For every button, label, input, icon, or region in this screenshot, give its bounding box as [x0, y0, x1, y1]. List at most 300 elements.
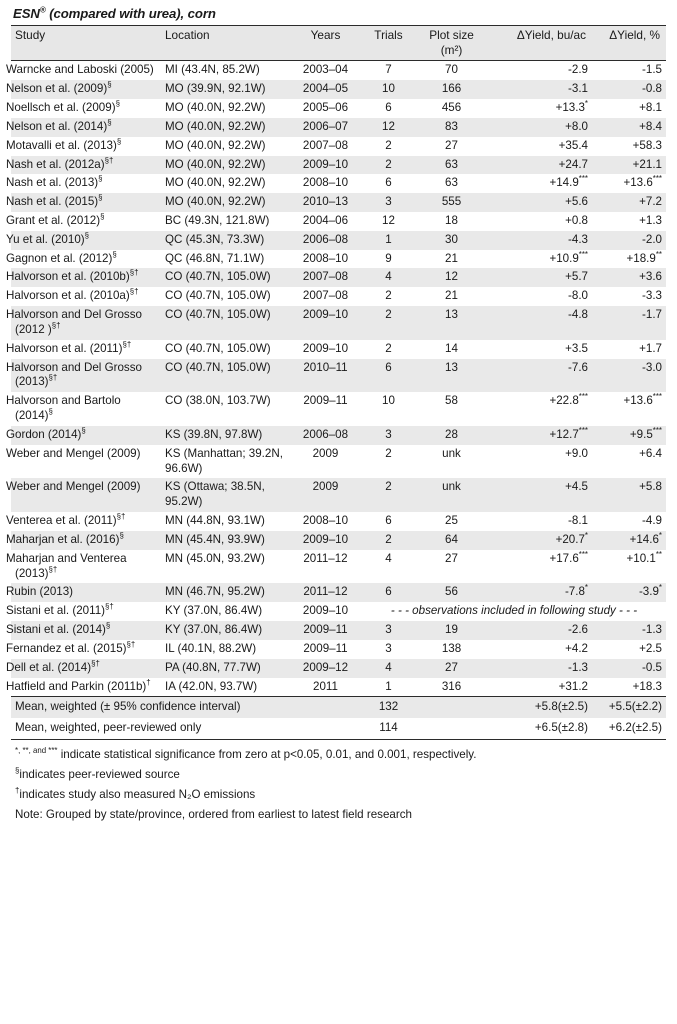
cell-dyield-pct	[592, 531, 666, 550]
cell-trials: 3	[362, 426, 415, 445]
cell-location: IA (42.0N, 93.7W)	[161, 678, 289, 697]
cell-years: 2004–06	[289, 212, 362, 231]
col-header-dyield-pct: ΔYield, %	[592, 26, 666, 61]
table-row	[11, 550, 666, 584]
dyield-pct-value: +21.1	[632, 157, 662, 171]
cell-location: CO (40.7N, 105.0W)	[161, 359, 289, 393]
cell-years: 2009	[289, 478, 362, 512]
table-row	[11, 678, 666, 697]
cell-dyield-bu	[488, 659, 592, 678]
table-title	[11, 4, 666, 25]
study-footnote-mark: §	[107, 80, 112, 90]
table-row	[11, 174, 666, 193]
cell-trials: 1	[362, 678, 415, 697]
cell-location: CO (40.7N, 105.0W)	[161, 287, 289, 306]
cell-dyield-bu	[488, 445, 592, 479]
cell-plot-size: 27	[415, 550, 488, 584]
cell-years: 2004–05	[289, 80, 362, 99]
dyield-bu-value: +4.5	[565, 480, 588, 494]
dyield-bu-value: -7.6	[568, 360, 588, 374]
cell-dyield-bu	[488, 392, 592, 426]
cell-location: CO (40.7N, 105.0W)	[161, 306, 289, 340]
study-footnote-mark: §†	[48, 373, 58, 383]
cell-trials: 1	[362, 231, 415, 250]
cell-trials: 4	[362, 659, 415, 678]
cell-years: 2009	[289, 445, 362, 479]
cell-dyield-bu	[488, 359, 592, 393]
study-name: Yu et al. (2010)	[6, 232, 85, 246]
study-footnote-mark: §	[112, 249, 117, 259]
dyield-pct-value: +18.3	[632, 679, 662, 693]
study-footnote-mark: §†	[116, 512, 126, 522]
col-header-location: Location	[161, 26, 289, 61]
dyield-pct-value: +6.4	[639, 446, 662, 460]
cell-years: 2007–08	[289, 287, 362, 306]
summary-row	[11, 697, 666, 718]
dyield-bu-value: +13.3	[555, 101, 585, 115]
study-name: Nash et al. (2013)	[6, 176, 99, 190]
table-row	[11, 531, 666, 550]
dyield-bu-significance: *	[584, 99, 588, 109]
cell-plot-size: 27	[415, 659, 488, 678]
study-footnote-mark: §	[48, 407, 53, 417]
cell-trials: 2	[362, 137, 415, 156]
cell-location: CO (40.7N, 105.0W)	[161, 340, 289, 359]
cell-years: 2009–10	[289, 156, 362, 175]
cell-span-note: - - - observations included in following study - - -	[362, 602, 666, 621]
footnote-star-text: indicate statistical significance from zero at p<0.05, 0.01, and 0.001, respectively.	[57, 747, 477, 761]
cell-plot-size: 18	[415, 212, 488, 231]
cell-years: 2005–06	[289, 99, 362, 118]
cell-dyield-bu	[488, 212, 592, 231]
cell-location: KY (37.0N, 86.4W)	[161, 602, 289, 621]
dyield-pct-value: -3.9	[638, 585, 659, 599]
cell-location: QC (46.8N, 71.1W)	[161, 250, 289, 269]
cell-years: 2008–10	[289, 174, 362, 193]
study-name: Dell et al. (2014)	[6, 660, 92, 674]
cell-trials: 6	[362, 512, 415, 531]
cell-study	[6, 359, 161, 393]
table-title-main: ESN	[13, 6, 40, 21]
cell-study	[6, 445, 161, 479]
summary-row	[11, 718, 666, 739]
study-footnote-mark: §	[100, 212, 105, 222]
study-footnote-mark: §	[81, 426, 86, 436]
study-name: Maharjan et al. (2016)	[6, 532, 120, 546]
cell-location: MN (46.7N, 95.2W)	[161, 583, 289, 602]
cell-dyield-pct	[592, 193, 666, 212]
dyield-bu-value: +5.6	[565, 195, 588, 209]
cell-plot-size: 456	[415, 99, 488, 118]
cell-years: 2009–11	[289, 621, 362, 640]
dyield-bu-value: +3.5	[565, 341, 588, 355]
cell-location: CO (40.7N, 105.0W)	[161, 268, 289, 287]
cell-dyield-pct	[592, 287, 666, 306]
cell-plot-size: 166	[415, 80, 488, 99]
footnote-dagger-mark: †	[15, 785, 20, 795]
cell-location: MO (40.0N, 92.2W)	[161, 118, 289, 137]
cell-plot-size: 64	[415, 531, 488, 550]
study-name: Halvorson et al. (2010b)	[6, 270, 130, 284]
dyield-pct-value: +3.6	[639, 270, 662, 284]
cell-plot-size: 83	[415, 118, 488, 137]
study-name: Maharjan and Venterea (2013)	[6, 551, 127, 580]
cell-dyield-bu	[488, 174, 592, 193]
study-name: Motavalli et al. (2013)	[6, 138, 117, 152]
cell-location: MO (39.9N, 92.1W)	[161, 80, 289, 99]
study-footnote-mark: §	[107, 117, 112, 127]
registered-mark: ®	[39, 5, 46, 15]
dyield-bu-significance: ***	[578, 549, 588, 559]
cell-dyield-bu	[488, 340, 592, 359]
study-name: Halvorson et al. (2010a)	[6, 289, 130, 303]
cell-dyield-bu	[488, 61, 592, 80]
footnote-section-text: indicates peer-reviewed source	[19, 767, 180, 781]
dyield-bu-value: +9.0	[565, 446, 588, 460]
cell-dyield-pct	[592, 340, 666, 359]
cell-dyield-pct	[592, 99, 666, 118]
cell-dyield-bu	[488, 137, 592, 156]
study-name: Noellsch et al. (2009)	[6, 101, 116, 115]
study-name: Nelson et al. (2009)	[6, 82, 108, 96]
cell-dyield-pct	[592, 61, 666, 80]
cell-plot-size: 555	[415, 193, 488, 212]
study-name: Halvorson and Del Grosso (2012 )	[6, 308, 142, 336]
study-footnote-mark: §†	[129, 287, 139, 297]
cell-study	[6, 174, 161, 193]
cell-dyield-pct	[592, 268, 666, 287]
cell-years: 2011–12	[289, 583, 362, 602]
header-row	[11, 26, 666, 61]
cell-dyield-bu	[488, 287, 592, 306]
dyield-pct-value: +14.6	[629, 532, 659, 546]
cell-trials: 3	[362, 640, 415, 659]
cell-study	[6, 640, 161, 659]
study-name: Venterea et al. (2011)	[6, 514, 117, 528]
cell-plot-size: 13	[415, 306, 488, 340]
cell-years: 2011–12	[289, 550, 362, 584]
cell-trials: 2	[362, 340, 415, 359]
table-row	[11, 156, 666, 175]
study-footnote-mark: §†	[129, 268, 139, 278]
cell-dyield-pct	[592, 621, 666, 640]
study-name: Weber and Mengel (2009)	[6, 446, 141, 460]
study-name: Hatfield and Parkin (2011b)	[6, 679, 147, 693]
table-row	[11, 426, 666, 445]
dyield-bu-significance: *	[584, 583, 588, 593]
cell-plot-size: 28	[415, 426, 488, 445]
col-header-years: Years	[289, 26, 362, 61]
cell-trials: 10	[362, 80, 415, 99]
cell-study	[6, 531, 161, 550]
cell-years: 2008–10	[289, 512, 362, 531]
study-footnote-mark: §	[105, 621, 111, 631]
study-footnote-mark: §†	[91, 658, 100, 668]
table-row	[11, 602, 666, 621]
study-name: Grant et al. (2012)	[6, 213, 101, 227]
dyield-bu-value: -7.8	[564, 585, 585, 599]
cell-plot-size: 30	[415, 231, 488, 250]
cell-dyield-pct	[592, 426, 666, 445]
study-footnote-mark: §	[115, 99, 120, 109]
table-row	[11, 287, 666, 306]
cell-years: 2009–11	[289, 392, 362, 426]
dyield-bu-value: +12.7	[549, 427, 579, 441]
col-header-plot-size	[415, 26, 488, 61]
cell-dyield-bu	[488, 231, 592, 250]
cell-plot-size: 63	[415, 156, 488, 175]
cell-trials: 4	[362, 268, 415, 287]
cell-study	[6, 155, 161, 175]
study-name: Gagnon et al. (2012)	[6, 251, 113, 265]
table-row	[11, 306, 666, 340]
cell-dyield-pct	[592, 659, 666, 678]
cell-dyield-pct	[592, 512, 666, 531]
cell-dyield-pct	[592, 250, 666, 269]
cell-trials: 4	[362, 550, 415, 584]
dyield-pct-value: -2.0	[642, 232, 662, 246]
cell-years: 2008–10	[289, 250, 362, 269]
cell-location: KY (37.0N, 86.4W)	[161, 621, 289, 640]
dyield-bu-value: -1.3	[568, 660, 588, 674]
study-footnote-mark: §	[98, 193, 103, 203]
cell-dyield-bu	[488, 531, 592, 550]
study-name: Sistani et al. (2011)	[6, 604, 106, 618]
cell-location: KS (Manhattan; 39.2N, 96.6W)	[161, 445, 289, 479]
study-name: Warncke and Laboski (2005)	[6, 63, 154, 77]
cell-dyield-bu	[488, 268, 592, 287]
cell-location: KS (39.8N, 97.8W)	[161, 426, 289, 445]
cell-trials: 2	[362, 445, 415, 479]
table-row	[11, 478, 666, 512]
dyield-bu-value: -2.6	[568, 623, 588, 637]
cell-trials: 10	[362, 392, 415, 426]
study-name: Nelson et al. (2014)	[6, 119, 108, 133]
cell-study	[6, 658, 161, 678]
dyield-bu-significance: ***	[578, 174, 588, 184]
cell-dyield-pct	[592, 678, 666, 697]
dyield-bu-value: +10.9	[549, 251, 579, 265]
cell-dyield-pct	[592, 231, 666, 250]
cell-dyield-pct	[592, 359, 666, 393]
cell-years: 2009–10	[289, 306, 362, 340]
cell-location: MO (40.0N, 92.2W)	[161, 174, 289, 193]
cell-study	[6, 512, 161, 531]
cell-trials: 6	[362, 359, 415, 393]
cell-dyield-pct	[592, 445, 666, 479]
cell-study	[6, 583, 161, 602]
cell-location: KS (Ottawa; 38.5N, 95.2W)	[161, 478, 289, 512]
dyield-pct-significance: **	[655, 549, 662, 559]
cell-dyield-bu	[488, 512, 592, 531]
table-row	[11, 512, 666, 531]
cell-study	[6, 677, 161, 697]
study-name: Weber and Mengel (2009)	[6, 480, 141, 494]
cell-dyield-pct	[592, 478, 666, 512]
cell-study	[6, 117, 161, 137]
cell-plot-size: 14	[415, 340, 488, 359]
study-name: Nash et al. (2015)	[6, 195, 99, 209]
study-name: Halvorson et al. (2011)	[6, 341, 123, 355]
col-header-dyield-bu: ΔYield, bu/ac	[488, 26, 592, 61]
cell-dyield-pct	[592, 118, 666, 137]
cell-trials: 3	[362, 193, 415, 212]
footnote-significance	[15, 744, 664, 764]
study-footnote-mark: §	[119, 531, 124, 541]
table-header	[11, 26, 666, 61]
cell-years: 2007–08	[289, 268, 362, 287]
dyield-pct-significance: *	[658, 531, 662, 541]
cell-study	[6, 80, 161, 99]
table-row	[11, 340, 666, 359]
study-footnote-mark: §†	[51, 321, 61, 331]
study-name: Rubin (2013)	[6, 585, 74, 599]
table-row	[11, 640, 666, 659]
dyield-pct-value: +1.7	[639, 341, 662, 355]
summary-dyield-pct: +5.5(±2.2)	[592, 697, 666, 718]
cell-dyield-bu	[488, 583, 592, 602]
cell-study	[6, 306, 161, 340]
study-footnote-mark: §†	[122, 339, 132, 349]
cell-trials: 7	[362, 61, 415, 80]
cell-study	[6, 268, 161, 287]
dyield-bu-value: +8.0	[565, 119, 588, 133]
cell-dyield-bu	[488, 80, 592, 99]
dyield-bu-value: -8.0	[568, 289, 588, 303]
footnote-n2o	[15, 784, 664, 804]
dyield-pct-significance: ***	[652, 426, 662, 436]
dyield-pct-value: +8.1	[639, 101, 662, 115]
table-title-rest: (compared with urea), corn	[45, 6, 216, 21]
cell-location: MO (40.0N, 92.2W)	[161, 193, 289, 212]
dyield-bu-value: -3.1	[568, 82, 588, 96]
cell-study	[6, 193, 161, 212]
cell-trials: 6	[362, 174, 415, 193]
cell-plot-size: 316	[415, 678, 488, 697]
cell-trials: 2	[362, 306, 415, 340]
cell-years: 2010–13	[289, 193, 362, 212]
study-footnote-mark: §†	[126, 640, 136, 649]
cell-location: MN (45.0N, 93.2W)	[161, 550, 289, 584]
cell-trials: 6	[362, 99, 415, 118]
dyield-bu-value: +20.7	[555, 532, 585, 546]
table-row	[11, 392, 666, 426]
dyield-pct-value: -1.7	[642, 308, 662, 322]
summary-plot-size	[415, 697, 488, 718]
dyield-pct-value: +18.9	[626, 251, 656, 265]
cell-study	[6, 550, 161, 584]
dyield-pct-value: +5.8	[639, 480, 662, 494]
study-name: Halvorson and Del Grosso (2013)	[6, 360, 142, 389]
cell-dyield-bu	[488, 678, 592, 697]
cell-dyield-pct	[592, 212, 666, 231]
cell-trials: 12	[362, 212, 415, 231]
dyield-pct-value: +13.6	[623, 394, 653, 408]
footnote-dagger-text: indicates study also measured N₂O emissions	[19, 787, 256, 801]
dyield-pct-significance: ***	[652, 392, 662, 402]
cell-dyield-pct	[592, 392, 666, 426]
summary-label: Mean, weighted, peer-reviewed only	[11, 718, 362, 739]
cell-dyield-bu	[488, 640, 592, 659]
col-header-plot-size-label: Plot size	[429, 28, 474, 43]
dyield-bu-value: -4.3	[568, 232, 588, 246]
cell-trials: 2	[362, 287, 415, 306]
cell-years: 2006–08	[289, 426, 362, 445]
cell-study	[6, 249, 161, 269]
study-footnote-mark: §†	[104, 155, 114, 165]
table-body	[6, 61, 666, 740]
cell-dyield-bu	[488, 118, 592, 137]
table-row	[11, 583, 666, 602]
summary-trials: 132	[362, 697, 415, 718]
cell-dyield-bu	[488, 306, 592, 340]
table-row	[11, 80, 666, 99]
cell-plot-size: 19	[415, 621, 488, 640]
dyield-bu-value: +0.8	[565, 213, 588, 227]
dyield-bu-value: +35.4	[558, 138, 588, 152]
cell-location: PA (40.8N, 77.7W)	[161, 659, 289, 678]
cell-dyield-pct	[592, 550, 666, 584]
cell-location: MI (43.4N, 85.2W)	[161, 61, 289, 80]
cell-years: 2006–07	[289, 118, 362, 137]
dyield-pct-value: -4.9	[642, 514, 662, 528]
dyield-bu-value: -4.8	[568, 308, 588, 322]
cell-plot-size: unk	[415, 478, 488, 512]
cell-years: 2009–12	[289, 659, 362, 678]
dyield-pct-significance: *	[658, 583, 662, 593]
cell-years: 2003–04	[289, 61, 362, 80]
dyield-bu-value: +17.6	[549, 551, 579, 565]
study-name: Sistani et al. (2014)	[6, 623, 106, 637]
cell-years: 2009–11	[289, 640, 362, 659]
study-footnote-mark: §	[84, 230, 90, 240]
dyield-bu-value: +31.2	[558, 679, 588, 693]
cell-study	[6, 287, 161, 306]
study-footnote-mark: §†	[48, 564, 58, 574]
cell-dyield-bu	[488, 426, 592, 445]
cell-plot-size: 56	[415, 583, 488, 602]
dyield-bu-significance: ***	[578, 426, 588, 436]
dyield-bu-value: +22.8	[549, 394, 579, 408]
col-header-plot-size-unit: (m²)	[440, 43, 463, 58]
cell-study	[6, 61, 161, 80]
table-row	[11, 231, 666, 250]
summary-trials: 114	[362, 718, 415, 739]
dyield-pct-value: -1.5	[642, 63, 662, 77]
study-name: Nash et al. (2012a)	[6, 157, 105, 171]
table-row	[11, 621, 666, 640]
cell-dyield-bu	[488, 99, 592, 118]
dyield-pct-value: +1.3	[639, 213, 662, 227]
dyield-pct-value: -0.5	[642, 660, 662, 674]
cell-study	[6, 426, 161, 445]
cell-plot-size: 21	[415, 287, 488, 306]
summary-dyield-bu: +6.5(±2.8)	[488, 718, 592, 739]
cell-dyield-pct	[592, 583, 666, 602]
study-footnote-mark: §	[116, 136, 122, 146]
cell-study	[6, 602, 161, 621]
cell-location: MN (45.4N, 93.9W)	[161, 531, 289, 550]
cell-plot-size: 63	[415, 174, 488, 193]
footnote-peer-reviewed	[15, 764, 664, 784]
summary-plot-size	[415, 718, 488, 739]
study-footnote-mark: †	[146, 677, 151, 687]
cell-location: IL (40.1N, 88.2W)	[161, 640, 289, 659]
dyield-pct-significance: ***	[652, 174, 662, 184]
cell-years: 2009–10	[289, 602, 362, 621]
table-row	[11, 445, 666, 479]
col-header-study: Study	[11, 26, 161, 61]
